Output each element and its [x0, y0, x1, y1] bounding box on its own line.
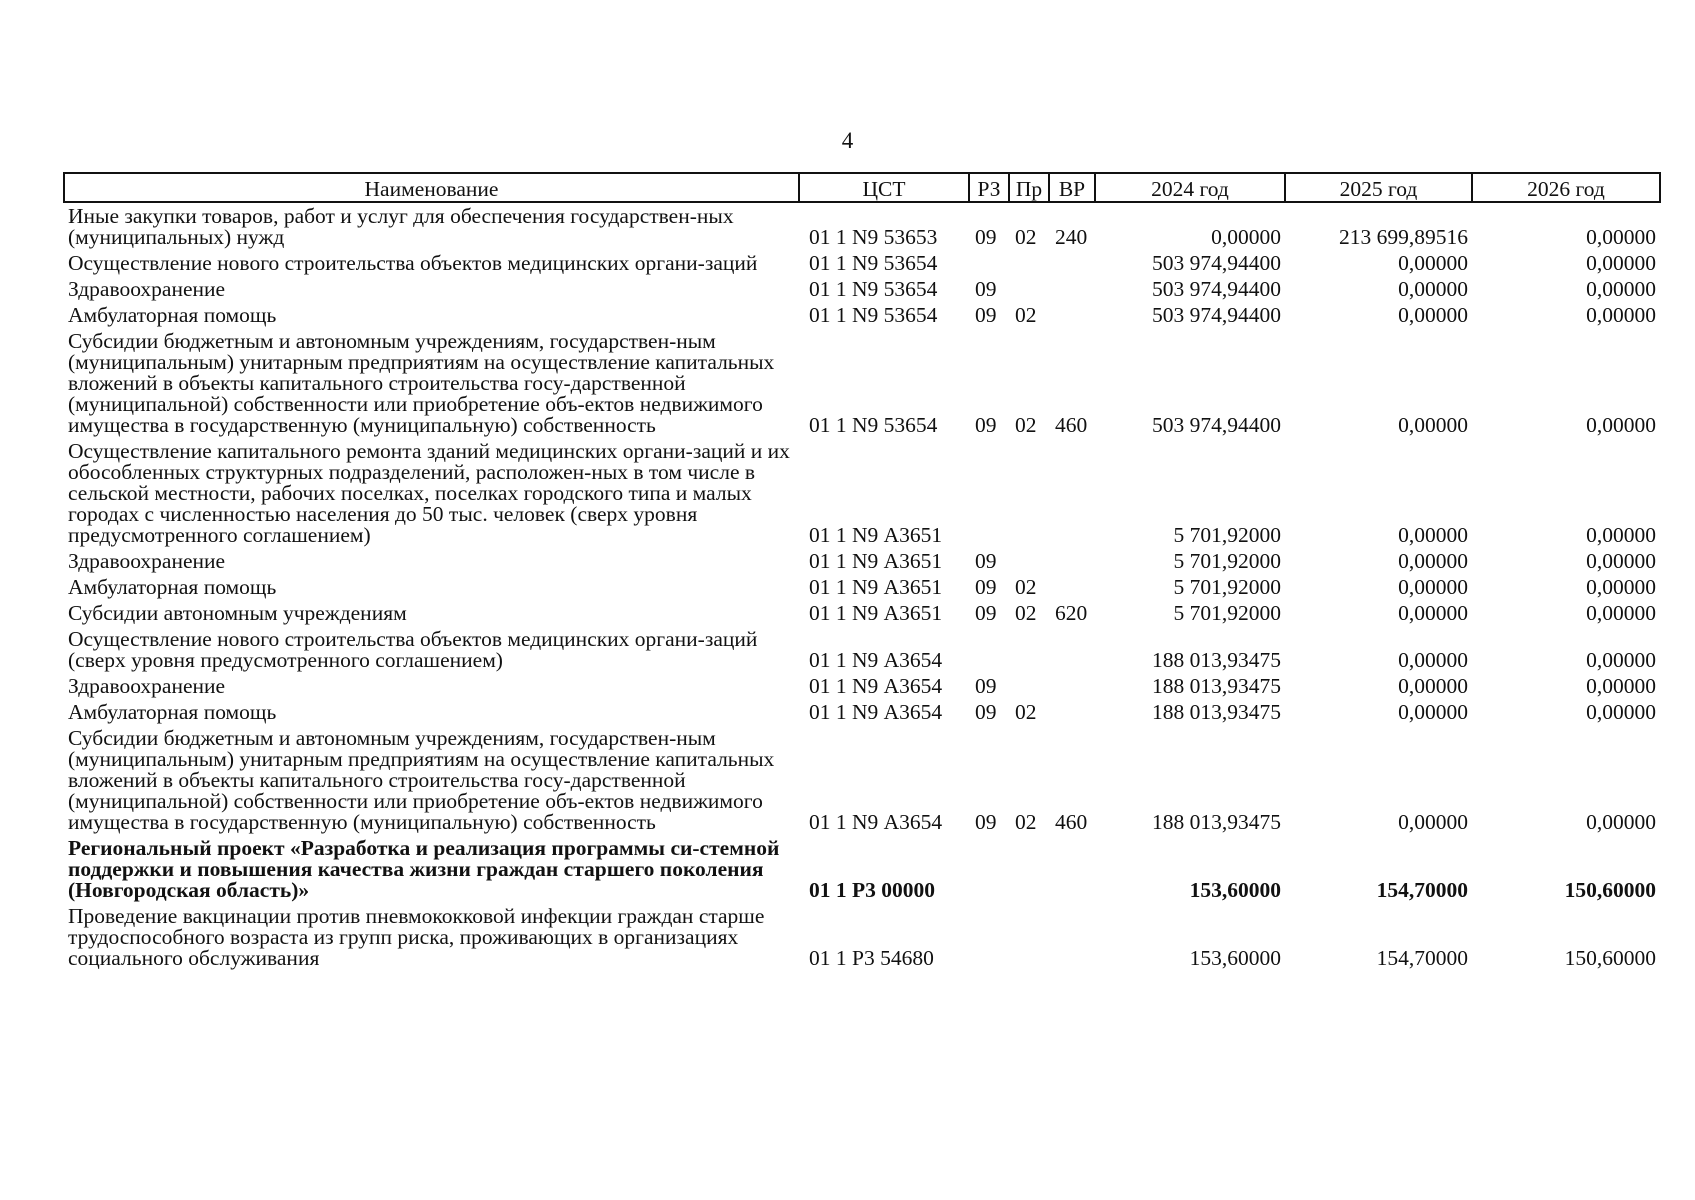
cell-rz: 09: [975, 303, 997, 327]
cell-2025: 0,00000: [1398, 549, 1468, 573]
cell-name: Проведение вакцинации против пневмококковой инфекции граждан старше трудоспособного возраста из групп риска, проживающих в организациях социального обслуживания: [68, 904, 765, 970]
cell-2025: 154,70000: [1376, 878, 1468, 902]
cell-rz: 09: [975, 225, 997, 249]
cell-2025: 154,70000: [1376, 946, 1468, 970]
cell-2024: 5 701,92000: [1173, 601, 1281, 625]
cell-cst: 01 1 Р3 00000: [809, 878, 936, 902]
cell-vr: [1049, 835, 1095, 903]
cell-pr: 02: [1015, 601, 1037, 625]
cell-2025: 0,00000: [1398, 413, 1468, 437]
cell-pr: [1009, 626, 1049, 673]
cell-cst: 01 1 N9 53654: [809, 277, 938, 301]
cell-2025: 0,00000: [1398, 277, 1468, 301]
cell-name: Осуществление нового строительства объектов медицинских органи-заций: [68, 251, 758, 275]
cell-pr: [1009, 250, 1049, 276]
cell-2025: 0,00000: [1398, 648, 1468, 672]
header-cst: ЦСТ: [799, 173, 969, 202]
table-row: [64, 725, 1660, 835]
table-row: [64, 699, 1660, 725]
cell-2024: 153,60000: [1189, 946, 1281, 970]
cell-vr: 240: [1055, 225, 1088, 249]
cell-vr: 620: [1055, 601, 1088, 625]
table-row: [64, 600, 1660, 626]
cell-vr: [1049, 903, 1095, 971]
cell-vr: [1049, 276, 1095, 302]
cell-2025: 0,00000: [1398, 674, 1468, 698]
header-2024: 2024 год: [1095, 173, 1285, 202]
cell-2026: 0,00000: [1586, 413, 1656, 437]
cell-pr: 02: [1015, 575, 1037, 599]
table-row: [64, 276, 1660, 302]
cell-rz: [969, 250, 1009, 276]
cell-cst: 01 1 N9 А3654: [809, 700, 943, 724]
cell-rz: 09: [975, 575, 997, 599]
table-row: [64, 626, 1660, 673]
cell-2024: 503 974,94400: [1152, 251, 1281, 275]
cell-cst: 01 1 N9 53654: [809, 303, 938, 327]
cell-2024: 503 974,94400: [1152, 303, 1281, 327]
cell-vr: [1049, 699, 1095, 725]
cell-name: Иные закупки товаров, работ и услуг для обеспечения государствен-ных (муниципальных) нужд: [68, 204, 734, 249]
cell-cst: 01 1 N9 А3651: [809, 575, 943, 599]
cell-name: Здравоохранение: [68, 674, 226, 698]
cell-cst: 01 1 Р3 54680: [809, 946, 934, 970]
cell-2026: 0,00000: [1586, 810, 1656, 834]
table-row: [64, 835, 1660, 903]
cell-vr: 460: [1055, 810, 1088, 834]
cell-cst: 01 1 N9 А3654: [809, 674, 943, 698]
cell-rz: [969, 438, 1009, 548]
cell-2026: 0,00000: [1586, 601, 1656, 625]
cell-2026: 0,00000: [1586, 575, 1656, 599]
cell-rz: 09: [975, 674, 997, 698]
cell-name: Амбулаторная помощь: [68, 575, 277, 599]
cell-2026: 0,00000: [1586, 303, 1656, 327]
cell-cst: 01 1 N9 53654: [809, 413, 938, 437]
cell-cst: 01 1 N9 53653: [809, 225, 938, 249]
cell-pr: [1009, 835, 1049, 903]
cell-vr: 460: [1055, 413, 1088, 437]
cell-name: Субсидии бюджетным и автономным учреждениям, государствен-ным (муниципальным) унитарным предприятиям на осуществление капитальных вложений в объекты капитального строительства госу-дарственной (муниципальной) собственности или приобретение объ-ектов недвижимого имущества в государственную (муниципальную) собственность: [68, 726, 775, 834]
cell-name: Здравоохранение: [68, 549, 226, 573]
cell-2025: 0,00000: [1398, 810, 1468, 834]
table-row: [64, 903, 1660, 971]
cell-2025: 213 699,89516: [1339, 225, 1468, 249]
header-name: Наименование: [64, 173, 799, 202]
cell-cst: 01 1 N9 А3651: [809, 549, 943, 573]
cell-name: Амбулаторная помощь: [68, 303, 277, 327]
cell-2026: 0,00000: [1586, 674, 1656, 698]
cell-2025: 0,00000: [1398, 700, 1468, 724]
table-header: [64, 173, 1660, 202]
table-row: [64, 574, 1660, 600]
header-pr: Пр: [1009, 173, 1049, 202]
cell-2024: 503 974,94400: [1152, 277, 1281, 301]
cell-rz: 09: [975, 810, 997, 834]
cell-rz: 09: [975, 277, 997, 301]
cell-name: Осуществление нового строительства объектов медицинских органи-заций (сверх уровня предусмотренного соглашением): [68, 627, 758, 672]
cell-2024: 0,00000: [1211, 225, 1281, 249]
table-row: [64, 328, 1660, 438]
cell-2025: 0,00000: [1398, 303, 1468, 327]
header-2026: 2026 год: [1472, 173, 1660, 202]
cell-cst: 01 1 N9 А3654: [809, 648, 943, 672]
cell-cst: 01 1 N9 А3651: [809, 601, 943, 625]
cell-vr: [1049, 673, 1095, 699]
cell-rz: [969, 903, 1009, 971]
cell-name: Здравоохранение: [68, 277, 226, 301]
cell-rz: 09: [975, 413, 997, 437]
cell-pr: [1009, 673, 1049, 699]
cell-pr: [1009, 548, 1049, 574]
cell-2024: 188 013,93475: [1152, 648, 1281, 672]
header-rz: РЗ: [969, 173, 1009, 202]
cell-rz: [969, 626, 1009, 673]
cell-2026: 0,00000: [1586, 700, 1656, 724]
cell-name: Субсидии бюджетным и автономным учреждениям, государствен-ным (муниципальным) унитарным предприятиям на осуществление капитальных вложений в объекты капитального строительства госу-дарственной (муниципальной) собственности или приобретение объ-ектов недвижимого имущества в государственную (муниципальную) собственность: [68, 329, 775, 437]
cell-vr: [1049, 302, 1095, 328]
cell-2025: 0,00000: [1398, 523, 1468, 547]
cell-name: Амбулаторная помощь: [68, 700, 277, 724]
header-2025: 2025 год: [1285, 173, 1472, 202]
budget-table: [63, 172, 1661, 971]
cell-pr: [1009, 438, 1049, 548]
cell-rz: 09: [975, 700, 997, 724]
cell-2025: 0,00000: [1398, 601, 1468, 625]
cell-2026: 0,00000: [1586, 225, 1656, 249]
cell-2026: 150,60000: [1564, 946, 1656, 970]
cell-2024: 188 013,93475: [1152, 810, 1281, 834]
cell-pr: 02: [1015, 413, 1037, 437]
table-row: [64, 302, 1660, 328]
cell-vr: [1049, 548, 1095, 574]
cell-rz: 09: [975, 549, 997, 573]
cell-2024: 188 013,93475: [1152, 700, 1281, 724]
cell-name: Субсидии автономным учреждениям: [68, 601, 407, 625]
cell-2025: 0,00000: [1398, 251, 1468, 275]
cell-name: Осуществление капитального ремонта зданий медицинских органи-заций и их обособленных структурных подразделений, расположен-ных в том числе в сельской местности, рабочих поселках, поселках городского типа и малых городах с численностью населения до 50 тыс. человек (сверх уровня предусмотренного соглашением): [68, 439, 790, 547]
cell-vr: [1049, 574, 1095, 600]
cell-2026: 0,00000: [1586, 523, 1656, 547]
cell-2024: 153,60000: [1189, 878, 1281, 902]
page-number: 4: [841, 128, 854, 153]
cell-vr: [1049, 250, 1095, 276]
cell-2024: 5 701,92000: [1173, 575, 1281, 599]
cell-2025: 0,00000: [1398, 575, 1468, 599]
cell-vr: [1049, 626, 1095, 673]
cell-2026: 0,00000: [1586, 251, 1656, 275]
table-row: [64, 202, 1660, 250]
cell-2024: 5 701,92000: [1173, 523, 1281, 547]
cell-2024: 188 013,93475: [1152, 674, 1281, 698]
cell-cst: 01 1 N9 А3651: [809, 523, 943, 547]
cell-rz: [969, 835, 1009, 903]
table-row: [64, 438, 1660, 548]
cell-pr: [1009, 276, 1049, 302]
cell-name: Региональный проект «Разработка и реализация программы си-стемной поддержки и повышения качества жизни граждан старшего поколения (Новгородская область)»: [68, 836, 780, 902]
cell-2026: 0,00000: [1586, 549, 1656, 573]
cell-pr: 02: [1015, 810, 1037, 834]
cell-pr: 02: [1015, 225, 1037, 249]
cell-rz: 09: [975, 601, 997, 625]
cell-pr: 02: [1015, 700, 1037, 724]
cell-2024: 503 974,94400: [1152, 413, 1281, 437]
cell-pr: 02: [1015, 303, 1037, 327]
table-row: [64, 673, 1660, 699]
cell-2026: 0,00000: [1586, 277, 1656, 301]
cell-cst: 01 1 N9 53654: [809, 251, 938, 275]
cell-vr: [1049, 438, 1095, 548]
cell-pr: [1009, 903, 1049, 971]
cell-2026: 150,60000: [1564, 878, 1656, 902]
cell-2026: 0,00000: [1586, 648, 1656, 672]
table-body: [64, 202, 1660, 971]
table-row: [64, 250, 1660, 276]
cell-2024: 5 701,92000: [1173, 549, 1281, 573]
table-row: [64, 548, 1660, 574]
header-vr: ВР: [1049, 173, 1095, 202]
cell-cst: 01 1 N9 А3654: [809, 810, 943, 834]
